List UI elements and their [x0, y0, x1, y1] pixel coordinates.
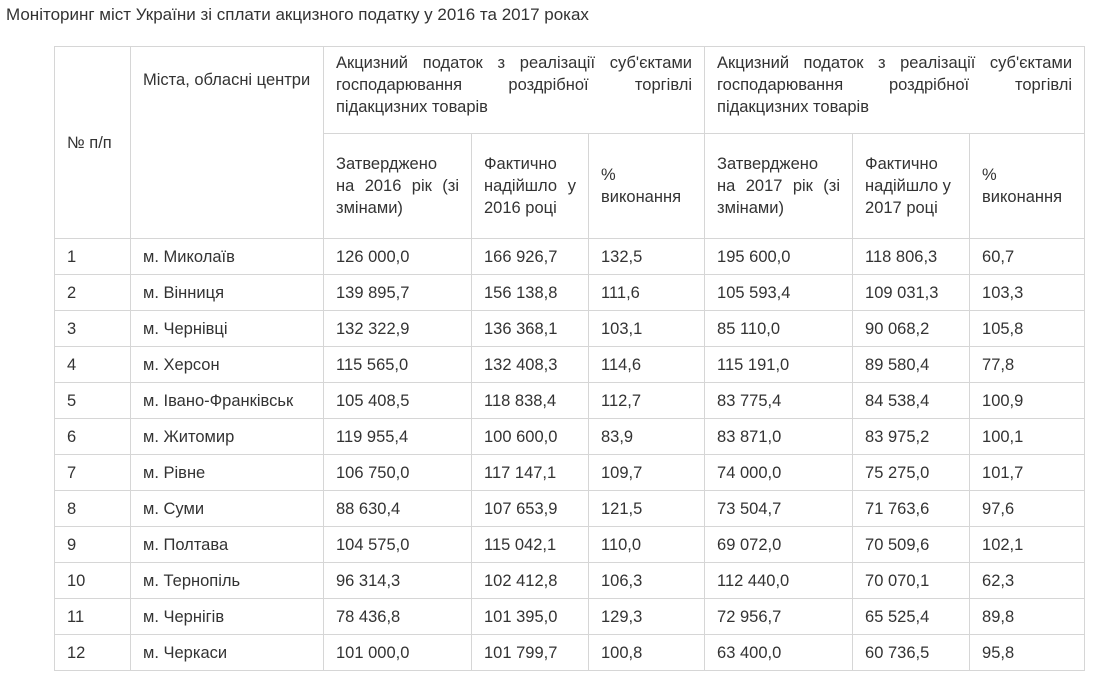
cell-percent-2016: 114,6	[589, 347, 705, 383]
header-actual-2017: Фактично надійшло у 2017 році	[853, 134, 970, 239]
cell-percent-2017: 60,7	[970, 239, 1085, 275]
cell-actual-2017: 118 806,3	[853, 239, 970, 275]
cell-city: м. Рівне	[131, 455, 324, 491]
cell-city: м. Тернопіль	[131, 563, 324, 599]
cell-actual-2017: 75 275,0	[853, 455, 970, 491]
cell-percent-2017: 105,8	[970, 311, 1085, 347]
cell-percent-2016: 110,0	[589, 527, 705, 563]
cell-approved-2016: 115 565,0	[324, 347, 472, 383]
header-approved-2016: Затверджено на 2016 рік (зі змінами)	[324, 134, 472, 239]
cell-actual-2017: 70 070,1	[853, 563, 970, 599]
header-approved-2017: Затверджено на 2017 рік (зі змінами)	[705, 134, 853, 239]
cell-approved-2016: 101 000,0	[324, 635, 472, 671]
cell-actual-2017: 109 031,3	[853, 275, 970, 311]
cell-num: 8	[55, 491, 131, 527]
cell-actual-2016: 115 042,1	[472, 527, 589, 563]
table-row	[55, 599, 1085, 635]
cell-num: 7	[55, 455, 131, 491]
cell-num: 3	[55, 311, 131, 347]
header-city: Міста, обласні центри	[131, 47, 324, 239]
cell-approved-2017: 105 593,4	[705, 275, 853, 311]
cell-percent-2017: 77,8	[970, 347, 1085, 383]
cell-approved-2017: 85 110,0	[705, 311, 853, 347]
cell-num: 11	[55, 599, 131, 635]
cell-actual-2017: 65 525,4	[853, 599, 970, 635]
cell-percent-2017: 100,1	[970, 419, 1085, 455]
header-group-2017: Акцизний податок з реалізації суб'єктами господарювання роздрібної торгівлі підакцизних товарів	[705, 47, 1085, 134]
cell-percent-2017: 100,9	[970, 383, 1085, 419]
cell-num: 1	[55, 239, 131, 275]
header-percent-2016: % виконання	[589, 134, 705, 239]
cell-approved-2017: 115 191,0	[705, 347, 853, 383]
cell-approved-2017: 83 775,4	[705, 383, 853, 419]
header-num: № п/п	[55, 47, 131, 239]
cell-percent-2017: 62,3	[970, 563, 1085, 599]
cell-actual-2016: 100 600,0	[472, 419, 589, 455]
cell-percent-2016: 106,3	[589, 563, 705, 599]
header-row-group	[55, 47, 1085, 134]
cell-approved-2016: 126 000,0	[324, 239, 472, 275]
cell-approved-2016: 106 750,0	[324, 455, 472, 491]
table-row	[55, 275, 1085, 311]
header-group-2016: Акцизний податок з реалізації суб'єктами господарювання роздрібної торгівлі підакцизних товарів	[324, 47, 705, 134]
cell-city: м. Вінниця	[131, 275, 324, 311]
table-body	[55, 239, 1085, 671]
table-row	[55, 563, 1085, 599]
cell-city: м. Чернігів	[131, 599, 324, 635]
cell-actual-2016: 102 412,8	[472, 563, 589, 599]
cell-approved-2017: 69 072,0	[705, 527, 853, 563]
cell-percent-2016: 109,7	[589, 455, 705, 491]
cell-city: м. Житомир	[131, 419, 324, 455]
cell-num: 5	[55, 383, 131, 419]
cell-actual-2017: 71 763,6	[853, 491, 970, 527]
cell-approved-2016: 96 314,3	[324, 563, 472, 599]
header-actual-2016: Фактично надійшло у 2016 році	[472, 134, 589, 239]
table-row	[55, 527, 1085, 563]
cell-approved-2017: 112 440,0	[705, 563, 853, 599]
cell-city: м. Івано-Франківськ	[131, 383, 324, 419]
cell-city: м. Полтава	[131, 527, 324, 563]
table-row	[55, 635, 1085, 671]
cell-actual-2016: 107 653,9	[472, 491, 589, 527]
cell-approved-2016: 132 322,9	[324, 311, 472, 347]
cell-approved-2016: 78 436,8	[324, 599, 472, 635]
table-row	[55, 347, 1085, 383]
cell-actual-2017: 70 509,6	[853, 527, 970, 563]
table-row	[55, 419, 1085, 455]
table-row	[55, 239, 1085, 275]
cell-city: м. Черкаси	[131, 635, 324, 671]
excise-tax-table	[54, 46, 1085, 671]
cell-actual-2016: 118 838,4	[472, 383, 589, 419]
cell-percent-2017: 103,3	[970, 275, 1085, 311]
cell-actual-2017: 83 975,2	[853, 419, 970, 455]
cell-num: 10	[55, 563, 131, 599]
cell-num: 2	[55, 275, 131, 311]
cell-approved-2016: 119 955,4	[324, 419, 472, 455]
cell-approved-2017: 63 400,0	[705, 635, 853, 671]
cell-percent-2016: 111,6	[589, 275, 705, 311]
cell-actual-2017: 89 580,4	[853, 347, 970, 383]
cell-percent-2016: 83,9	[589, 419, 705, 455]
cell-num: 12	[55, 635, 131, 671]
table-row	[55, 455, 1085, 491]
cell-percent-2017: 95,8	[970, 635, 1085, 671]
cell-actual-2016: 101 395,0	[472, 599, 589, 635]
cell-city: м. Чернівці	[131, 311, 324, 347]
page-title: Моніторинг міст України зі сплати акцизного податку у 2016 та 2017 роках	[6, 5, 589, 24]
cell-approved-2017: 72 956,7	[705, 599, 853, 635]
cell-city: м. Херсон	[131, 347, 324, 383]
cell-percent-2016: 103,1	[589, 311, 705, 347]
cell-actual-2016: 132 408,3	[472, 347, 589, 383]
cell-percent-2017: 97,6	[970, 491, 1085, 527]
cell-actual-2016: 117 147,1	[472, 455, 589, 491]
cell-percent-2016: 129,3	[589, 599, 705, 635]
cell-approved-2017: 83 871,0	[705, 419, 853, 455]
table-row	[55, 311, 1085, 347]
cell-percent-2016: 132,5	[589, 239, 705, 275]
cell-percent-2017: 101,7	[970, 455, 1085, 491]
cell-approved-2017: 74 000,0	[705, 455, 853, 491]
cell-percent-2017: 89,8	[970, 599, 1085, 635]
cell-percent-2016: 112,7	[589, 383, 705, 419]
cell-actual-2016: 136 368,1	[472, 311, 589, 347]
cell-num: 9	[55, 527, 131, 563]
cell-approved-2016: 139 895,7	[324, 275, 472, 311]
cell-actual-2017: 60 736,5	[853, 635, 970, 671]
cell-approved-2017: 73 504,7	[705, 491, 853, 527]
cell-percent-2016: 121,5	[589, 491, 705, 527]
cell-approved-2017: 195 600,0	[705, 239, 853, 275]
cell-actual-2016: 101 799,7	[472, 635, 589, 671]
cell-percent-2017: 102,1	[970, 527, 1085, 563]
cell-approved-2016: 104 575,0	[324, 527, 472, 563]
cell-actual-2016: 156 138,8	[472, 275, 589, 311]
cell-num: 6	[55, 419, 131, 455]
table-row	[55, 491, 1085, 527]
cell-city: м. Миколаїв	[131, 239, 324, 275]
cell-percent-2016: 100,8	[589, 635, 705, 671]
cell-actual-2017: 84 538,4	[853, 383, 970, 419]
cell-approved-2016: 105 408,5	[324, 383, 472, 419]
cell-city: м. Суми	[131, 491, 324, 527]
cell-actual-2016: 166 926,7	[472, 239, 589, 275]
cell-num: 4	[55, 347, 131, 383]
cell-approved-2016: 88 630,4	[324, 491, 472, 527]
cell-actual-2017: 90 068,2	[853, 311, 970, 347]
header-percent-2017: % виконання	[970, 134, 1085, 239]
table-row	[55, 383, 1085, 419]
